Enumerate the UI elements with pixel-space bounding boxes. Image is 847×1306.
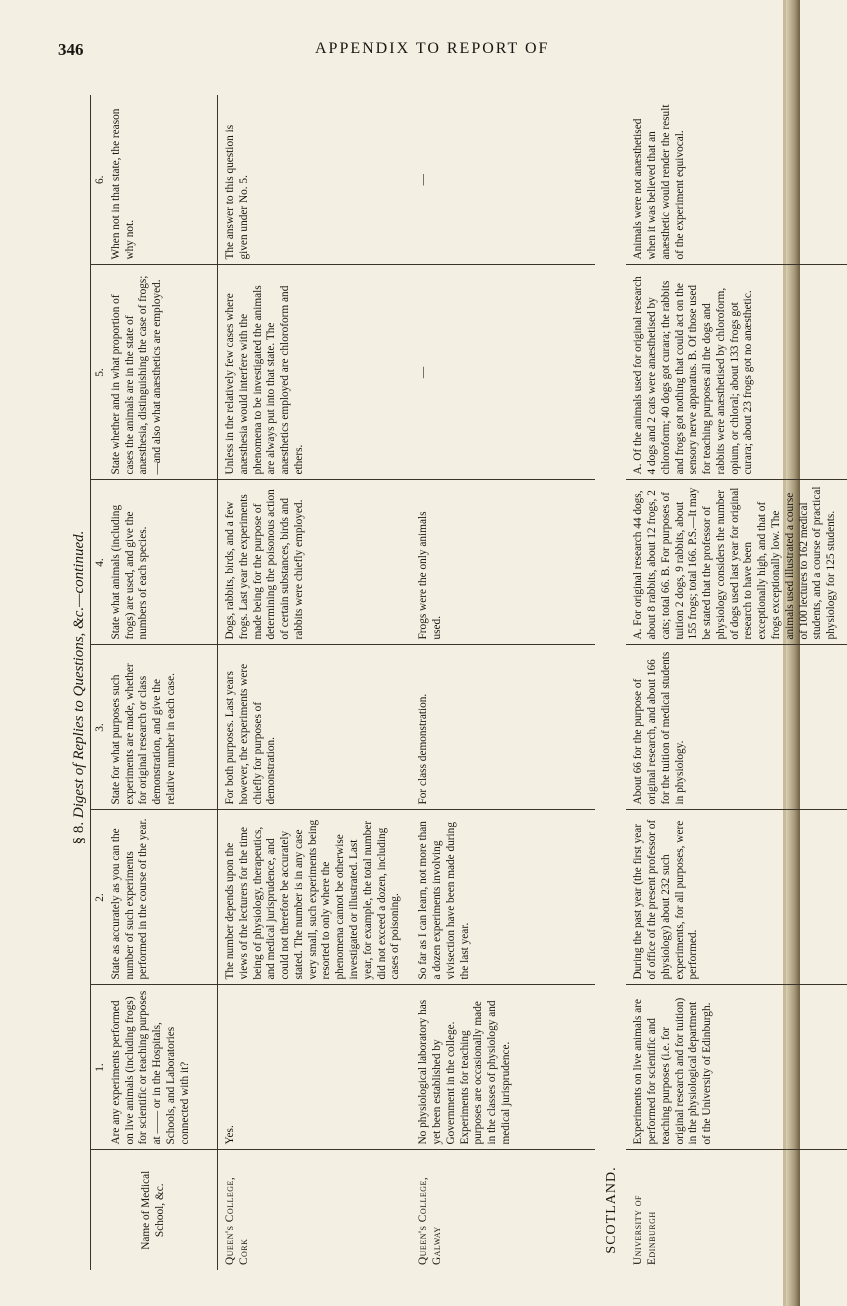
answer-q5: Unless in the relatively few cases where anæsthesia would interfere with the phenomena to be investigated the animals are always put into that state. The anæsthetics employed are chloroform and ethers. — [218, 265, 412, 480]
column-header-q6: 6. When not in that state, the reason why not. — [91, 95, 218, 265]
school-name: Queen's College, Cork — [224, 1176, 250, 1265]
school-name: University of Edinburgh — [632, 1195, 659, 1265]
answer-q3: About 66 for the purpose of original research, and about 166 for the tuition of medical students in physiology. — [626, 645, 847, 810]
answer-q4: A. For original research 44 dogs, about 8 rabbits, about 12 frogs, 2 cats; total 66. B. For purposes of tuition 2 dogs, 9 rabbits, about 155 frogs; total 166. P.S.—It may be stated that the professor of physiology considers the number of dogs used last year for original research to have been exceptionally high, and that of frogs exceptionally low. The animals used illustrated a course of 100 lectures to 162 medical students, and a course of practical physiology for 125 students. — [626, 480, 847, 645]
running-header — [0, 40, 800, 66]
rotated-table-block — [70, 95, 838, 1280]
answer-q5: A. Of the animals used for original research 4 dogs and 2 cats were anæsthetised by chloroform; 40 dogs got curara; the rabbits and frogs got nothing that could act on the sensory nerve apparatus. B. Of those used for teaching purposes all the dogs and rabbits were anæsthetised by chloroform, opium, or chloral; about 133 frogs got curara; about 23 frogs got no anæsthetic. — [626, 265, 847, 480]
table-row — [218, 95, 412, 1270]
answer-q4: Dogs, rabbits, birds, and a few frogs. Last year the experiments made being for the purpose of determining the poisonous action of certain substances, birds and rabbits were chiefly employed. — [218, 480, 412, 645]
page-number: 346 — [58, 40, 84, 59]
answer-q1: Yes. — [218, 985, 412, 1150]
answer-q6: The answer to this question is given under No. 5. — [218, 95, 412, 265]
column-header-school: Name of Medical School, &c. — [91, 1150, 218, 1270]
region-heading-spacer — [595, 95, 626, 1150]
answer-q3: For class demonstration. — [411, 645, 595, 810]
region-heading-row — [595, 95, 626, 1270]
answer-q2: During the past year (the first year of office of the present professor of physiology) about 232 such experiments, for all purposes, were performed. — [626, 810, 847, 985]
column-header-q3: 3. State for what purposes such experiments are made, whether for original research or class demonstration, and give the relative number in each case. — [91, 645, 218, 810]
column-header-q2: 2. State as accurately as you can the number of such experiments performed in the course of the year. — [91, 810, 218, 985]
answer-q6: — — [411, 95, 595, 265]
section-mark: § 8. — [71, 821, 87, 845]
answer-q5: — — [411, 265, 595, 480]
digest-table — [90, 95, 847, 1270]
running-title: APPENDIX TO REPORT OF — [315, 40, 550, 57]
answer-q4: Frogs were the only animals used. — [411, 480, 595, 645]
answer-q2: So far as I can learn, not more than a dozen experiments involving vivisection have been made during the last year. — [411, 810, 595, 985]
header-row — [91, 95, 218, 1270]
table-row — [626, 95, 847, 1270]
caption-text: Digest of Replies to Questions, &c.—continued. — [71, 530, 87, 819]
answer-q1: No physiological laboratory has yet been established by Government in the college. Experiments for teaching purposes are occasionally made in the classes of physiology and medical jurisprudence. — [411, 985, 595, 1150]
school-name: Queen's College, Galway — [417, 1176, 443, 1265]
table-caption — [70, 95, 88, 1280]
answer-q6: Animals were not anæsthetised when it was believed that an anæsthetic would render the result of the experiment equivocal. — [626, 95, 847, 265]
answer-q3: For both purposes. Last years however, the experiments were chiefly for purposes of demonstration. — [218, 645, 412, 810]
table-row — [411, 95, 595, 1270]
column-header-q1: 1. Are any experiments performed on live animals (including frogs) for scientific or teaching purposes at —— or in the Hospitals, Schools, and Laboratories connected with it? — [91, 985, 218, 1150]
column-header-q5: 5. State whether and in what proportion of cases the animals are in the state of anæsthesia, distinguishing the case of frogs;—and also what anæsthetics are employed. — [91, 265, 218, 480]
answer-q1: Experiments on live animals are performed for scientific and teaching purposes (i.e. for original research and for tuition) in the physiological department of the University of Edinburgh. — [626, 985, 847, 1150]
column-header-q4: 4. State what animals (including frogs) are used, and give the numbers of each species. — [91, 480, 218, 645]
region-heading: SCOTLAND. — [604, 1166, 620, 1254]
answer-q2: The number depends upon the views of the lecturers for the time being of physiology, therapeutics, and medical jurisprudence, and could not therefore be accurately stated. The number is in any case very small, such experiments being resorted to only where the phenomena cannot be otherwise investigated or illustrated. Last year, for example, the total number did not exceed a dozen, including cases of poisoning. — [218, 810, 412, 985]
